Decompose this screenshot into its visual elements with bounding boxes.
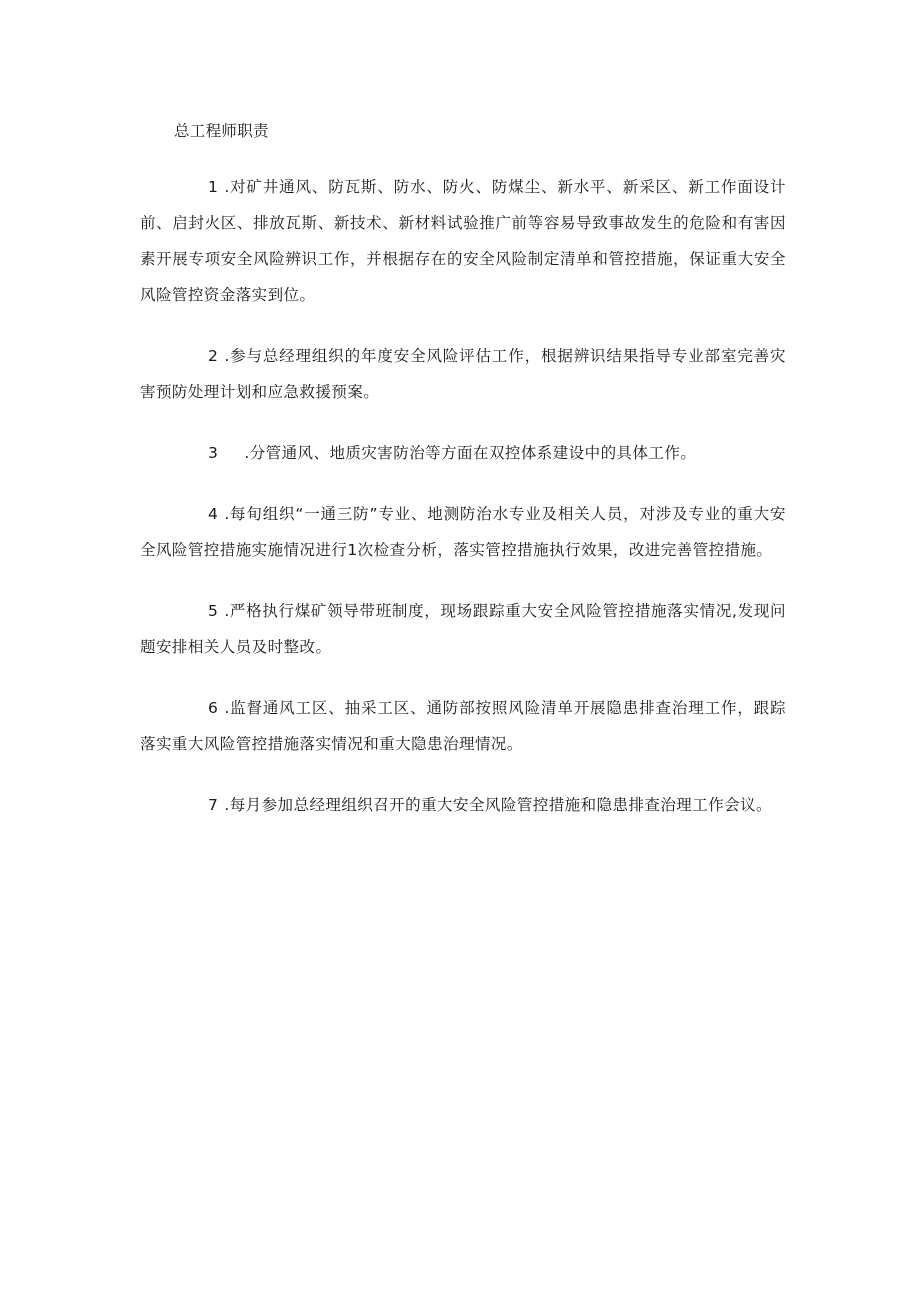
document-title: 总工程师职责 <box>174 122 269 140</box>
item-text: .监督通风工区、抽采工区、通防部按照风险清单开展隐患排查治理工作，跟踪落实重大风险管控措施落实情况和重大隐患治理情况。 <box>140 699 786 753</box>
item-number: 5 <box>208 602 219 620</box>
duty-item-2 <box>140 338 786 410</box>
duty-item-5 <box>140 593 786 665</box>
duty-item-1 <box>140 169 786 313</box>
document-body <box>140 118 786 823</box>
item-text: .每旬组织“一通三防”专业、地测防治水专业及相关人员，对涉及专业的重大安全风险管控措施实施情况进行1次检查分析，落实管控措施执行效果，改进完善管控措施。 <box>140 505 786 559</box>
item-number: 7 <box>208 796 219 814</box>
item-text: .参与总经理组织的年度安全风险评估工作，根据辨识结果指导专业部室完善灾害预防处理计划和应急救援预案。 <box>140 347 786 401</box>
item-text: .对矿井通风、防瓦斯、防水、防火、防煤尘、新水平、新采区、新工作面设计前、启封火区、排放瓦斯、新技术、新材料试验推广前等容易导致事故发生的危险和有害因素开展专项安全风险辨识工作，并根据存在的安全风险制定清单和管控措施，保证重大安全风险管控资金落实到位。 <box>140 178 786 304</box>
item-text: .每月参加总经理组织召开的重大安全风险管控措施和隐患排查治理工作会议。 <box>224 796 772 814</box>
item-number: 4 <box>208 505 219 523</box>
duty-item-3 <box>140 435 786 471</box>
item-number: 6 <box>208 699 219 717</box>
duty-item-4 <box>140 496 786 568</box>
item-number: 3 <box>208 444 219 462</box>
duty-item-6 <box>140 690 786 762</box>
item-text: .分管通风、地质灾害防治等方面在双控体系建设中的具体工作。 <box>244 444 697 462</box>
duty-item-7 <box>140 787 786 823</box>
item-text: .严格执行煤矿领导带班制度，现场跟踪重大安全风险管控措施落实情况,发现问题安排相关人员及时整改。 <box>140 602 786 656</box>
item-number: 2 <box>208 347 219 365</box>
item-number: 1 <box>208 178 219 196</box>
